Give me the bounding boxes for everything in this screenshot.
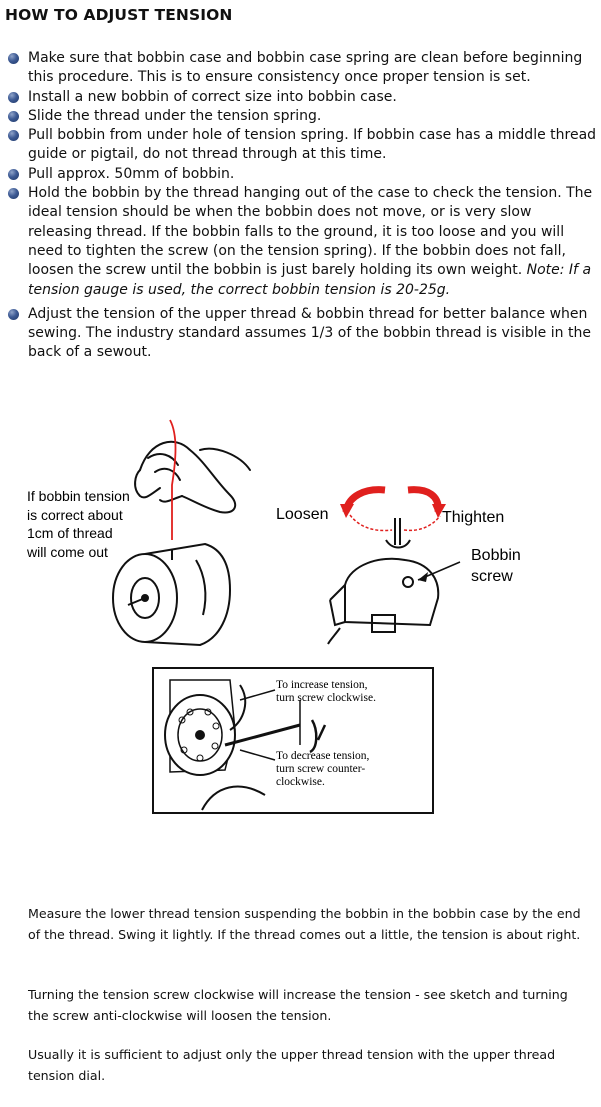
thread-line <box>170 420 176 540</box>
list-item <box>8 184 598 300</box>
tighten-label: Thighten <box>442 509 505 526</box>
bottom-paragraph: Measure the lower thread tension suspending the bobbin in the bobbin case by the end of the thread. Swing it lightly. If the thread comes out a little, the tension is about right. <box>28 906 581 942</box>
caption-line: will come out <box>27 543 108 560</box>
list-item <box>8 165 598 184</box>
instruction-list <box>8 49 598 363</box>
bullet-icon <box>8 188 19 199</box>
caption-line: is correct about <box>27 506 123 523</box>
bullet-icon <box>8 53 19 64</box>
decrease-tension-label <box>276 750 369 789</box>
bullet-icon <box>8 92 19 103</box>
tension-illustration <box>0 400 601 840</box>
loosen-label: Loosen <box>276 506 329 523</box>
hand-icon <box>135 442 250 513</box>
tension-gauge-note: Note: If a tension gauge is used, the correct bobbin tension is 20-25g. <box>28 262 592 298</box>
bullet-icon <box>8 111 19 122</box>
bullet-icon <box>8 309 19 320</box>
page-title: HOW TO ADJUST TENSION <box>5 6 233 24</box>
increase-tension-label <box>276 679 376 705</box>
caption-line: 1cm of thread <box>27 525 113 541</box>
list-item-text: Adjust the tension of the upper thread & bobbin thread for better balance when sewing. The industry standard assumes 1/3 of the bobbin thread is visible in the back of a sewout. <box>28 305 591 361</box>
caption-line: If bobbin tension <box>27 488 130 504</box>
list-item <box>8 49 598 88</box>
bobbin-screw-label <box>471 545 521 587</box>
label-line: screw <box>471 568 513 585</box>
bobbin-tension-caption <box>27 487 130 561</box>
list-item <box>8 126 598 165</box>
list-item <box>8 88 598 107</box>
list-item-text: Slide the thread under the tension spring. <box>28 107 322 124</box>
bottom-paragraph: Turning the tension screw clockwise will increase the tension - see sketch and turning the screw anti-clockwise will loosen the tension. <box>28 987 568 1023</box>
bullet-icon <box>8 130 19 141</box>
label-line: turn screw counter- <box>276 763 366 775</box>
bobbin-case-top-icon <box>328 518 438 644</box>
list-item-text: Hold the bobbin by the thread hanging out of the case to check the tension. The ideal tension should be when the bobbin does not move, or is very slow releasing thread. If the bobbin falls to the ground, it is too loose and you will need to tighten the screw (on the tension spring). If the bobbin does not fall, loosen the screw until the bobbin is just barely holding its own weight. <box>28 185 593 279</box>
bobbin-case-icon <box>113 544 230 645</box>
label-line: To increase tension, <box>276 679 368 691</box>
list-item-text: Install a new bobbin of correct size into bobbin case. <box>28 88 397 105</box>
list-item-text: Pull approx. 50mm of bobbin. <box>28 165 235 182</box>
list-item-text: Pull bobbin from under hole of tension spring. If bobbin case has a middle thread guide or pigtail, do not thread through at this time. <box>28 127 597 163</box>
label-line: clockwise. <box>276 776 325 788</box>
label-line: To decrease tension, <box>276 750 370 762</box>
bullet-icon <box>8 169 19 180</box>
label-line: turn screw clockwise. <box>276 692 376 704</box>
list-item <box>8 305 598 363</box>
bottom-paragraph: Usually it is sufficient to adjust only the upper thread tension with the upper thread tension dial. <box>28 1047 556 1083</box>
rotation-arrow-icon <box>340 490 446 531</box>
label-line: Bobbin <box>471 547 521 564</box>
list-item <box>8 107 598 126</box>
list-item-text: Make sure that bobbin case and bobbin case spring are clean before beginning this procedure. This is to ensure consistency once proper tension is set. <box>28 50 583 86</box>
